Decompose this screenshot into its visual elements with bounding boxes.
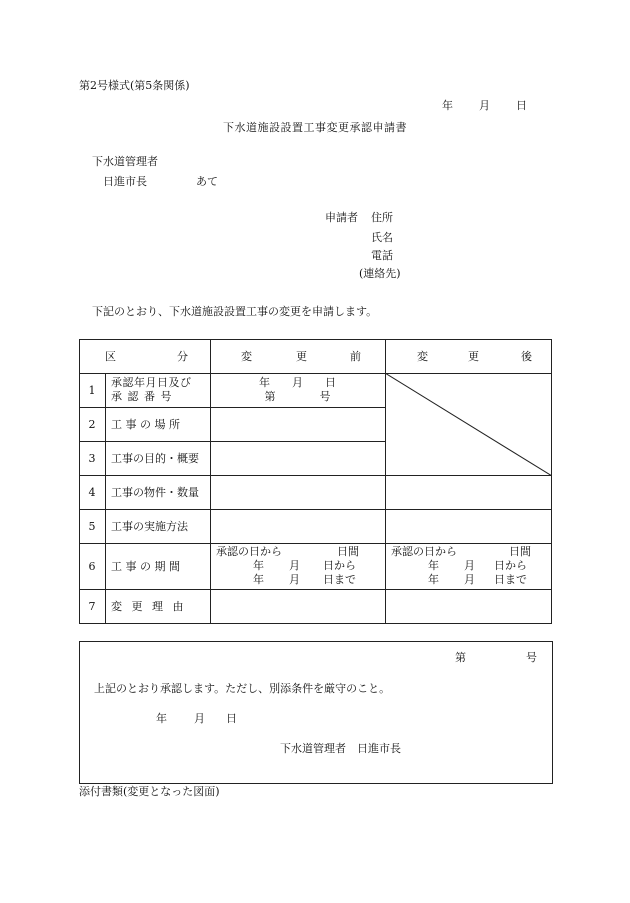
header-before: 変 更 前 — [241, 350, 361, 363]
approval-text: 上記のとおり承認します。ただし、別添条件を厳守のこと。 — [94, 682, 391, 695]
change-table — [79, 339, 552, 624]
intro-text: 下記のとおり、下水道施設設置工事の変更を申請します。 — [92, 305, 378, 318]
approval-signer: 下水道管理者 日進市長 — [280, 742, 401, 755]
date-line — [442, 99, 527, 113]
header-after: 変 更 後 — [417, 350, 532, 363]
form-number: 第2号様式(第5条関係) — [79, 79, 190, 92]
approval-number-prefix: 第 — [455, 651, 466, 664]
row-number: 7 — [88, 599, 96, 613]
row-label: 工 事 の 場 所 — [111, 418, 180, 431]
date-day: 日 — [516, 99, 527, 112]
approval-number-suffix: 号 — [526, 651, 537, 664]
diagonal-strike — [385, 373, 552, 476]
row6-after: 承認の日から 日間 年 月 日から 年 月 日まで — [391, 545, 531, 586]
date-year: 年 — [442, 99, 453, 112]
applicant-address-label: 住所 — [371, 211, 393, 224]
date-month: 月 — [479, 99, 490, 112]
row-label: 工事の目的・概要 — [111, 452, 199, 465]
row-number: 3 — [88, 451, 96, 465]
row-label: 工事の物件・数量 — [111, 486, 199, 499]
addressee-name: 日進市長 — [103, 175, 147, 188]
row-number: 1 — [88, 383, 96, 397]
approval-date-year: 年 — [156, 712, 167, 725]
document-title: 下水道施設設置工事変更承認申請書 — [223, 121, 407, 134]
row1-before: 年 月 日 第 号 — [259, 376, 336, 403]
addressee-title: 下水道管理者 — [92, 155, 158, 168]
applicant-phone-label: 電話 — [371, 249, 393, 262]
approval-date-day: 日 — [226, 712, 237, 725]
attachments-note: 添付書類(変更となった図面) — [79, 785, 220, 798]
row-label: 工 事 の 期 間 — [111, 560, 180, 573]
addressee-suffix: あて — [196, 175, 218, 188]
approval-date-month: 月 — [194, 712, 205, 725]
row-label: 承認年月日及び 承 認 番 号 — [111, 376, 192, 403]
header-category: 区 分 — [105, 350, 188, 363]
row-number: 4 — [88, 485, 96, 499]
row-label: 変 更 理 由 — [111, 600, 187, 613]
row-label: 工事の実施方法 — [111, 520, 188, 533]
applicant-contact-label: (連絡先) — [359, 267, 401, 280]
approval-box — [79, 641, 553, 784]
row-number: 6 — [88, 559, 96, 573]
applicant-name-label: 氏名 — [371, 231, 393, 244]
row-number: 2 — [88, 417, 96, 431]
row-number: 5 — [88, 519, 96, 533]
row6-before: 承認の日から 日間 年 月 日から 年 月 日まで — [216, 545, 359, 586]
applicant-label: 申請者 — [325, 211, 358, 224]
